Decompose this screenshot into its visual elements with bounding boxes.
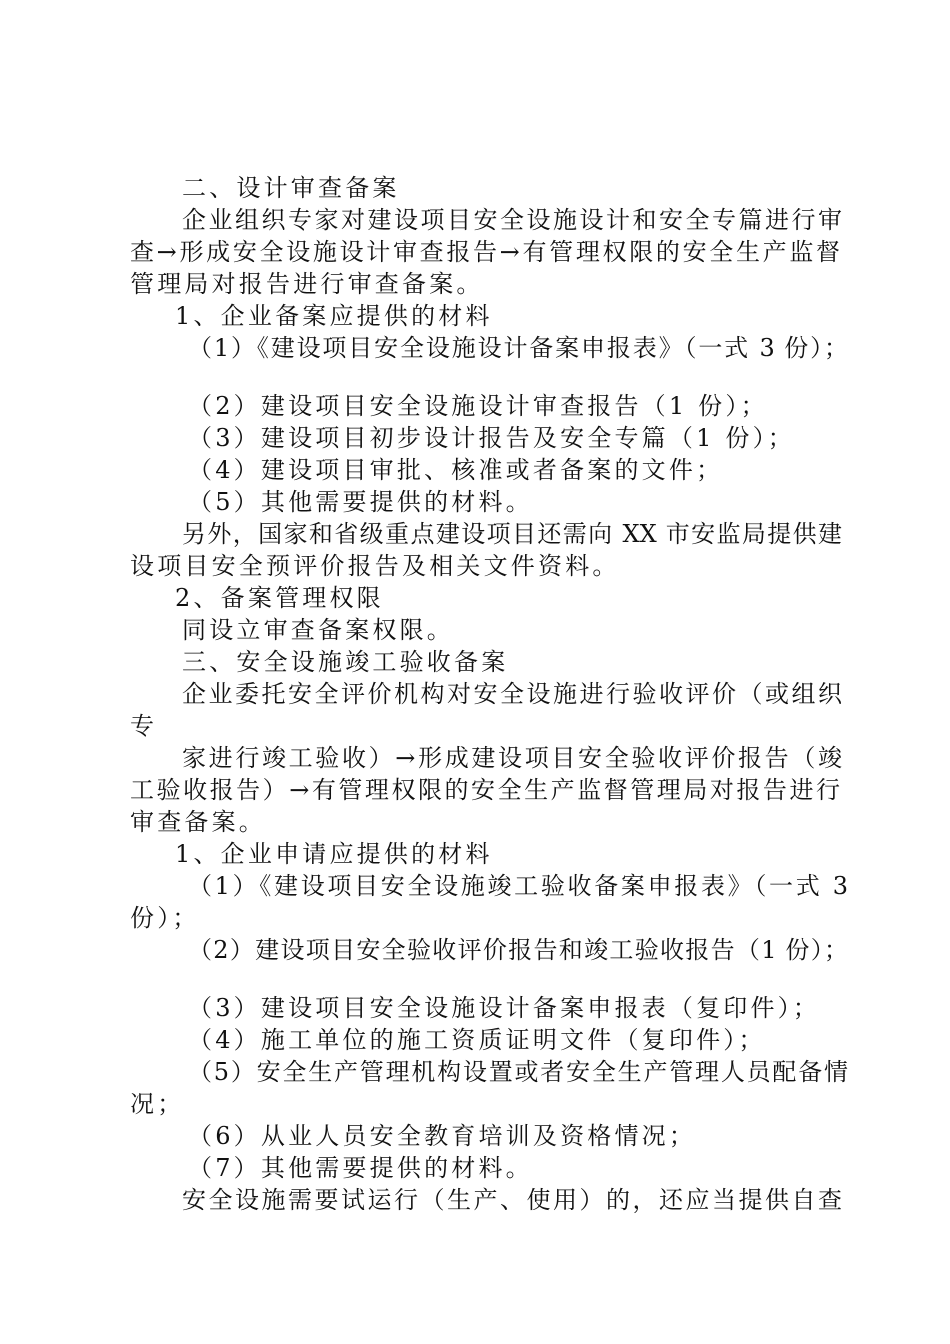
section-heading-completion: 三、安全设施竣工验收备案 bbox=[182, 648, 509, 676]
section-heading-design-review: 二、设计审查备案 bbox=[182, 174, 400, 202]
paragraph-line: 企业委托安全评价机构对安全设施进行验收评价（或组织 bbox=[182, 680, 842, 708]
list-item: （2）建设项目安全设施设计审查报告（1 份）； bbox=[188, 392, 768, 420]
paragraph-line: 安全设施需要试运行（生产、使用）的，还应当提供自查 bbox=[182, 1186, 842, 1214]
paragraph-line: 工验收报告）→有管理权限的安全生产监督管理局对报告进行 bbox=[130, 776, 840, 804]
subheading-materials: 1、企业备案应提供的材料 bbox=[175, 302, 493, 330]
paragraph-line: 管理局对报告进行审查备案。 bbox=[130, 270, 484, 298]
list-item-continuation: 况； bbox=[130, 1090, 185, 1118]
list-item: （4）建设项目审批、核准或者备案的文件； bbox=[188, 456, 724, 484]
list-item: （7）其他需要提供的材料。 bbox=[188, 1154, 533, 1182]
paragraph-line: 查→形成安全设施设计审查报告→有管理权限的安全生产监督 bbox=[130, 238, 840, 266]
paragraph-line: 另外，国家和省级重点建设项目还需向 XX 市安监局提供建 bbox=[182, 520, 842, 548]
subheading-application-materials: 1、企业申请应提供的材料 bbox=[175, 840, 493, 868]
paragraph-line: 家进行竣工验收）→形成建设项目安全验收评价报告（竣 bbox=[182, 744, 842, 772]
list-item: （5）安全生产管理机构设置或者安全生产管理人员配备情 bbox=[188, 1058, 848, 1086]
list-item: （5）其他需要提供的材料。 bbox=[188, 488, 533, 516]
list-item: （6）从业人员安全教育培训及资格情况； bbox=[188, 1122, 697, 1150]
paragraph-line: 审查备案。 bbox=[130, 808, 266, 836]
paragraph-line: 设项目安全预评价报告及相关文件资料。 bbox=[130, 552, 620, 580]
paragraph-line: 企业组织专家对建设项目安全设施设计和安全专篇进行审 bbox=[182, 206, 842, 234]
list-item: （3）建设项目安全设施设计备案申报表（复印件）； bbox=[188, 994, 821, 1022]
list-item: （1）《建设项目安全设施设计备案申报表》（一式 3 份）； bbox=[188, 334, 848, 362]
list-item: （4）施工单位的施工资质证明文件（复印件）； bbox=[188, 1026, 766, 1054]
paragraph-line: 同设立审查备案权限。 bbox=[182, 616, 454, 644]
list-item: （3）建设项目初步设计报告及安全专篇（1 份）； bbox=[188, 424, 795, 452]
list-item-continuation: 份）； bbox=[130, 904, 200, 932]
paragraph-line: 专 bbox=[130, 712, 158, 740]
subheading-authority: 2、备案管理权限 bbox=[175, 584, 384, 612]
list-item: （2）建设项目安全验收评价报告和竣工验收报告（1 份）； bbox=[188, 936, 848, 964]
list-item: （1）《建设项目安全设施竣工验收备案申报表》（一式 3 bbox=[188, 872, 848, 900]
